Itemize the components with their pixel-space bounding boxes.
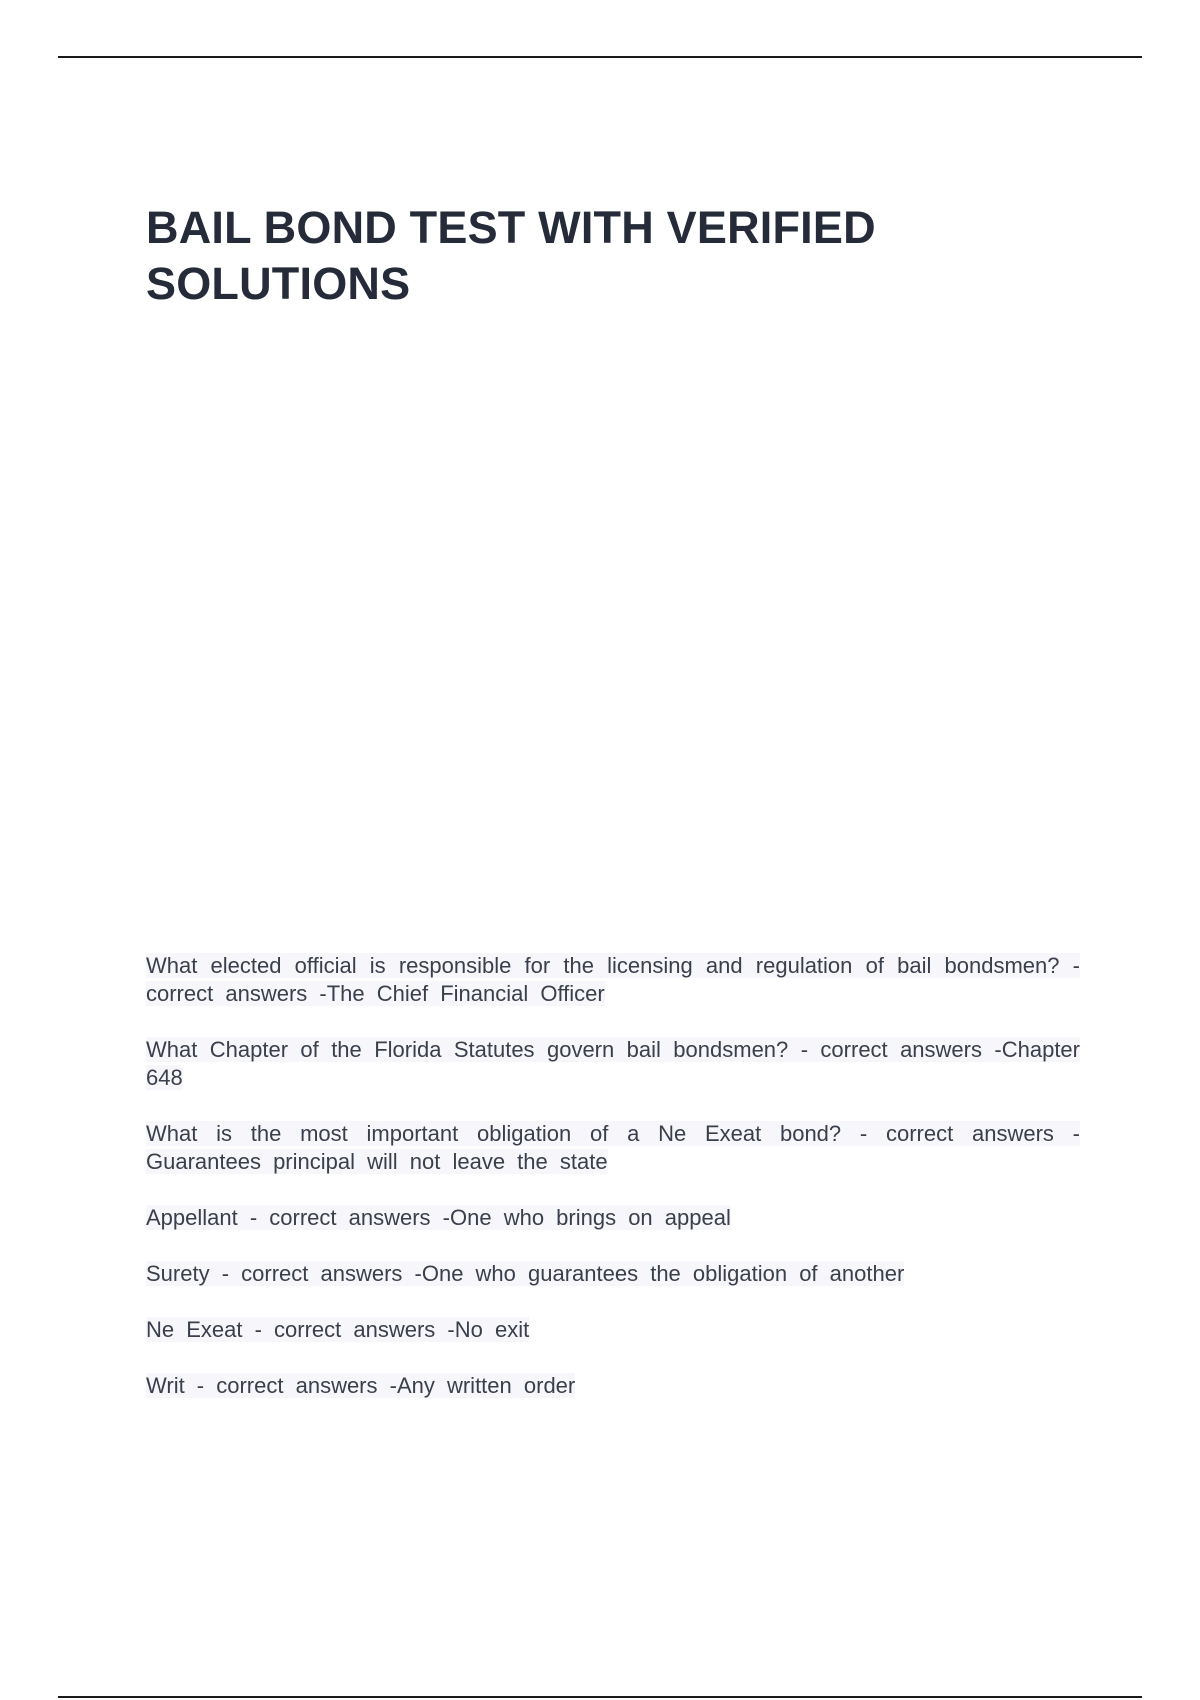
bottom-rule xyxy=(58,1696,1142,1698)
qa-text: Surety - correct answers -One who guarantees the obligation of another xyxy=(146,1261,905,1286)
qa-text: Ne Exeat - correct answers -No exit xyxy=(146,1317,530,1342)
qa-text: What elected official is responsible for the licensing and regulation of bail bondsmen? - correct answers -The Chief Financial Officer xyxy=(146,953,1080,1006)
qa-item xyxy=(146,1120,1080,1176)
qa-item xyxy=(146,1372,1080,1400)
title-line-2: SOLUTIONS xyxy=(146,258,411,309)
qa-item xyxy=(146,1316,1080,1344)
title-line-1: BAIL BOND TEST WITH VERIFIED xyxy=(146,202,876,253)
qa-item xyxy=(146,1204,1080,1232)
document-title xyxy=(146,200,1046,312)
qa-text: Appellant - correct answers -One who brings on appeal xyxy=(146,1205,731,1230)
qa-text: Writ - correct answers -Any written order xyxy=(146,1373,576,1398)
top-rule xyxy=(58,56,1142,58)
qa-text: What is the most important obligation of a Ne Exeat bond? - correct answers -Guarantees principal will not leave the state xyxy=(146,1121,1080,1174)
qa-list xyxy=(146,952,1080,1428)
qa-item xyxy=(146,1260,1080,1288)
qa-item xyxy=(146,1036,1080,1092)
qa-text: What Chapter of the Florida Statutes govern bail bondsmen? - correct answers -Chapter 648 xyxy=(146,1037,1080,1090)
qa-item xyxy=(146,952,1080,1008)
